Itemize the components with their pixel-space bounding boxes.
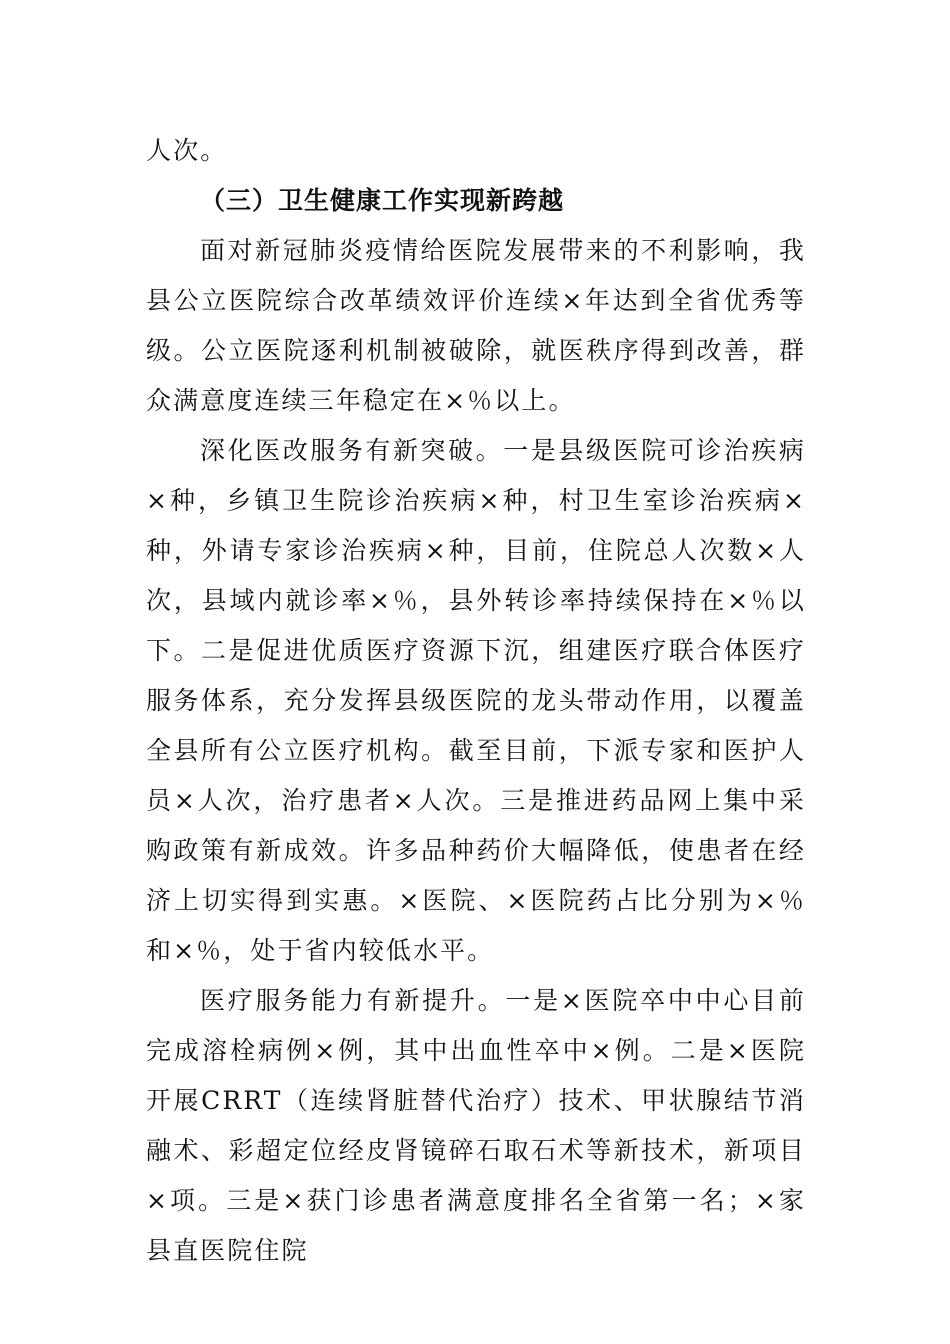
paragraph-intro: 面对新冠肺炎疫情给医院发展带来的不利影响，我县公立医院综合改革绩效评价连续×年达到全省优秀等级。公立医院逐利机制被破除，就医秩序得到改善，群众满意度连续三年稳定在×％以上。 <box>146 236 806 415</box>
paragraph-service-capacity: 医疗服务能力有新提升。一是×医院卒中中心目前完成溶栓病例×例，其中出血性卒中×例。二是×医院开展CRRT（连续肾脏替代治疗）技术、甲状腺结节消融术、彩超定位经皮肾镜碎石取石术等新技术，新项目×项。三是×获门诊患者满意度排名全省第一名；×家县直医院住院 <box>146 986 806 1265</box>
paragraph-continuation: 人次。 <box>146 136 228 165</box>
document-page <box>146 126 806 1276</box>
section-heading: （三）卫生健康工作实现新跨越 <box>200 186 565 215</box>
paragraph-reform: 深化医改服务有新突破。一是县级医院可诊治疾病×种，乡镇卫生院诊治疾病×种，村卫生室诊治疾病×种，外请专家诊治疾病×种，目前，住院总人次数×人次，县域内就诊率×％，县外转诊率持续保持在×％以下。二是促进优质医疗资源下沉，组建医疗联合体医疗服务体系，充分发挥县级医院的龙头带动作用，以覆盖全县所有公立医疗机构。截至目前，下派专家和医护人员×人次，治疗患者×人次。三是推进药品网上集中采购政策有新成效。许多品种药价大幅降低，使患者在经济上切实得到实惠。×医院、×医院药占比分别为×％和×％，处于省内较低水平。 <box>146 436 806 965</box>
